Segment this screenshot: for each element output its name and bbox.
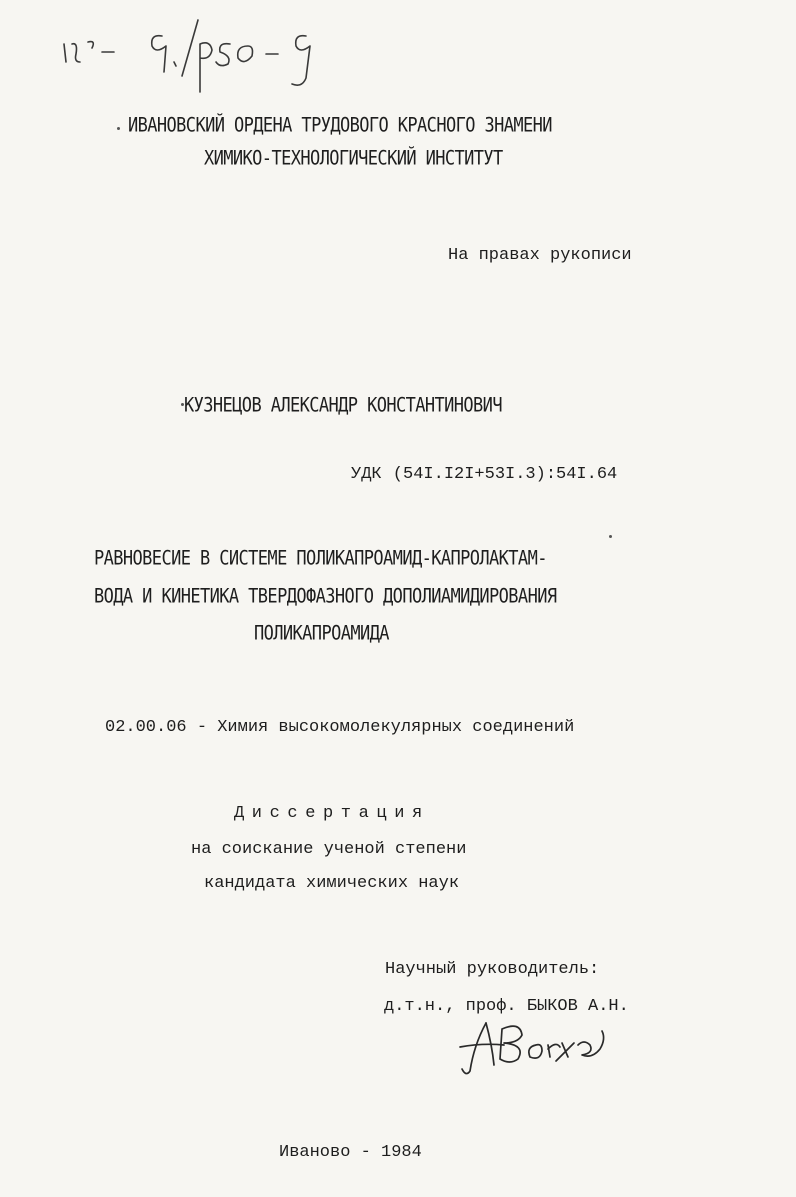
udc-code: УДК (54I.I2I+53I.3):54I.64 bbox=[351, 465, 618, 484]
supervisor-label: Научный руководитель: bbox=[385, 960, 600, 979]
supervisor-signature bbox=[452, 1015, 612, 1080]
work-type-heading: Диссертация bbox=[234, 804, 430, 823]
author-name: КУЗНЕЦОВ АЛЕКСАНДР КОНСТАНТИНОВИЧ bbox=[184, 394, 502, 417]
work-type-line-3: кандидата химических наук bbox=[204, 874, 460, 893]
institution-line-1: ИВАНОВСКИЙ ОРДЕНА ТРУДОВОГО КРАСНОГО ЗНАМЕНИ bbox=[128, 114, 552, 137]
ink-speck bbox=[117, 127, 120, 130]
ink-speck bbox=[609, 535, 612, 538]
handwritten-archive-note bbox=[62, 14, 332, 94]
place-and-year: Иваново - 1984 bbox=[279, 1143, 422, 1162]
work-type-line-2: на соискание ученой степени bbox=[191, 840, 467, 859]
institution-line-2: ХИМИКО-ТЕХНОЛОГИЧЕСКИЙ ИНСТИТУТ bbox=[204, 147, 503, 170]
supervisor-name: д.т.н., проф. БЫКОВ А.Н. bbox=[384, 997, 629, 1016]
title-line-2: ВОДА И КИНЕТИКА ТВЕРДОФАЗНОГО ДОПОЛИАМИДИРОВАНИЯ bbox=[94, 585, 557, 608]
specialty: 02.00.06 - Химия высокомолекулярных соединений bbox=[105, 718, 575, 737]
title-line-3: ПОЛИКАПРОАМИДА bbox=[254, 622, 389, 645]
handwritten-note-text bbox=[62, 14, 63, 15]
rights-note: На правах рукописи bbox=[448, 246, 632, 265]
title-line-1: РАВНОВЕСИЕ В СИСТЕМЕ ПОЛИКАПРОАМИД-КАПРОЛАКТАМ- bbox=[94, 547, 547, 570]
